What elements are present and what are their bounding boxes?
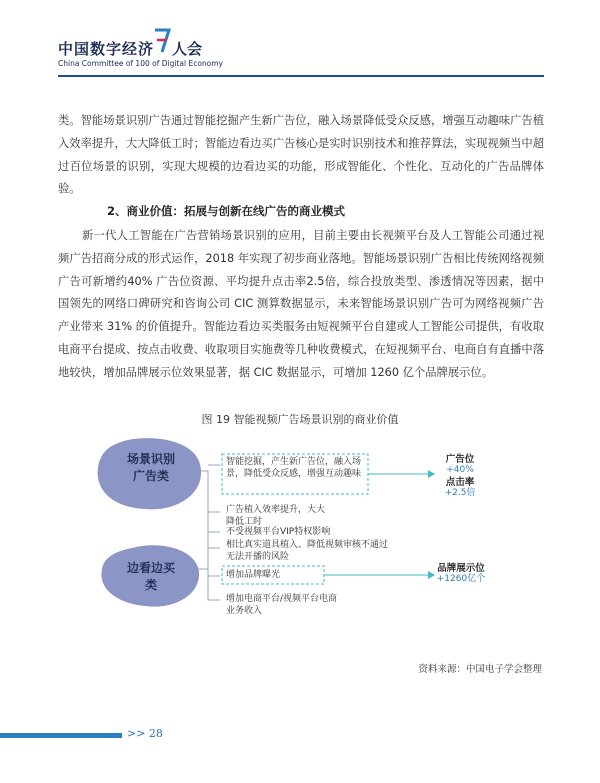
logo-text-cn-2: 人会 <box>172 40 203 58</box>
result-ad-slots: 广告位 +40% <box>445 454 475 475</box>
blob-label-scene-ad: 场景识别广告类 <box>126 452 175 483</box>
text-revenue: 增加电商平台/视频平台电商业务收入 <box>226 594 338 616</box>
arrow-head-1 <box>428 470 435 478</box>
page-number: >> 28 <box>127 727 163 740</box>
text-vip: 不受视频平台VIP特权影响 <box>226 527 331 537</box>
paragraph-2: 新一代人工智能在广告营销场景识别的应用，目前主要由长视频平台及人工智能公司通过视频广告招商分成的形式运作，2018 年实现了初步商业落地。智能场景识别广告相比传统网络视频广告可新增约40% 广告位资源、平均提升点击率2.5倍，综合投放类型、渗透情况等因素，据中国领先的网络口碑研究和咨询公司 CIC 测算数据显示，未来智能场景识别广告可为网络视频广告产业带来 31% 的价值提升。智能边看边买类服务由短视频平台自建或人工智能公司提供，有收取电商平台提成、按点击收费、收取项目实施费等几种收费模式，在短视频平台、电商自有直播中落地较快，增加品牌展示位效果显著，据 CIC 数据显示，可增加 1260 亿个品牌展示位。 <box>58 229 544 379</box>
result-ctr: 点击率 +2.5倍 <box>444 477 476 498</box>
business-value-diagram <box>90 436 520 646</box>
page-header <box>58 18 548 78</box>
text-scene-ad-features: 智能挖掘，产生新广告位，融入场景，降低受众反感，增强互动趣味 <box>226 457 362 479</box>
logo-mark-icon <box>153 26 173 56</box>
figure-title: 图 19 智能视频广告场景识别的商业价值 <box>201 413 399 426</box>
paragraph-1: 类。智能场景识别广告通过智能挖掘产生新广告位，融入场景降低受众反感，增强互动趣味广告植入效率提升，大大降低工时；智能边看边买广告核心是实时识别技术和推荐算法，实现视频当中超过百位场景的识别，实现大规模的边看边买的功能，形成智能化、个性化、互动化的广告品牌体验。 <box>58 114 544 196</box>
source-note: 资料来源：中国电子学会整理 <box>418 664 542 675</box>
blob-label-watch-buy: 边看边买类 <box>126 561 175 592</box>
header-divider <box>58 75 544 77</box>
text-risk: 相比真实道具植入、降低视频审核不通过无法开播的风险 <box>226 540 389 562</box>
text-efficiency: 广告植入效率提升，大大降低工时 <box>226 505 326 527</box>
result-brand-slots: 品牌展示位 +1260亿个 <box>436 563 486 584</box>
logo-text-cn: 中国数字经济 <box>58 40 155 58</box>
logo-text-en: China Committee of 100 of Digital Economy <box>58 59 223 68</box>
footer-bar <box>0 733 122 738</box>
text-brand-exposure: 增加品牌曝光 <box>226 570 281 580</box>
section-heading: 2、商业价值：拓展与创新在线广告的商业模式 <box>107 204 345 218</box>
